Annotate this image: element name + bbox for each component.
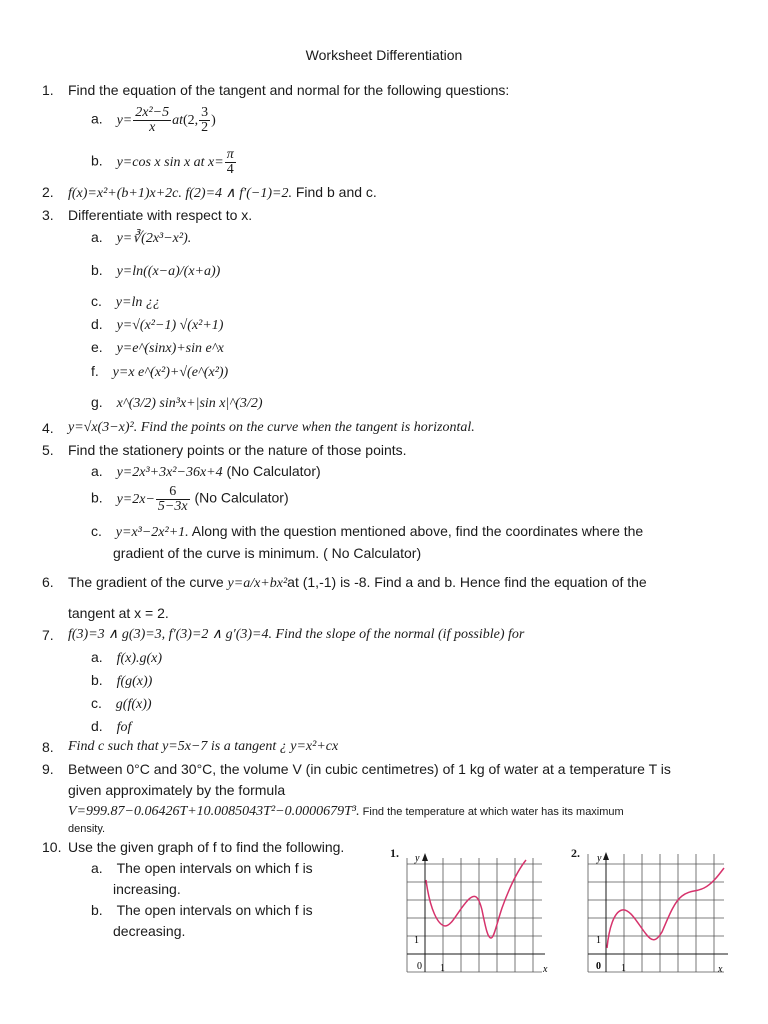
question-5c bbox=[91, 522, 643, 542]
question-7c bbox=[91, 694, 152, 714]
question-3b bbox=[91, 261, 220, 281]
item-label: g. bbox=[91, 394, 103, 410]
equation: f(x).g(x) bbox=[116, 651, 163, 666]
item-label: c. bbox=[91, 293, 102, 309]
equation: fof bbox=[116, 720, 132, 735]
question-text: Find the temperature at which water has its maximum bbox=[359, 806, 624, 818]
question-3e bbox=[91, 338, 224, 358]
equation: y=a/x+bx² bbox=[227, 576, 288, 591]
graph-1-y-label: y bbox=[415, 853, 420, 864]
question-9-line4 bbox=[68, 820, 105, 838]
equation: y=e^(sinx)+sin e^x bbox=[116, 341, 224, 356]
question-10a-continued bbox=[113, 880, 181, 898]
fraction-numerator: π bbox=[226, 147, 234, 162]
question-5a bbox=[91, 462, 321, 482]
graph-1-y-arrow bbox=[422, 853, 428, 861]
item-label: a. bbox=[91, 860, 103, 876]
question-number: 4. bbox=[42, 420, 54, 436]
question-text: Along with the question mentioned above, find the coordinates where the bbox=[188, 523, 644, 539]
item-label: d. bbox=[91, 316, 103, 332]
question-number: 9. bbox=[42, 761, 54, 777]
graph-2-y-arrow bbox=[603, 852, 609, 860]
item-label: b. bbox=[91, 489, 103, 506]
equation: y=√x(3−x)². Find the points on the curve when the tangent is horizontal. bbox=[68, 420, 475, 435]
item-label: b. bbox=[91, 152, 103, 169]
graph-1-label: 1. bbox=[390, 846, 399, 860]
fraction-numerator: 6 bbox=[156, 485, 190, 500]
graph-1 bbox=[400, 850, 550, 975]
equation-text: y=2x− bbox=[116, 491, 155, 507]
graph-2-label: 2. bbox=[571, 846, 580, 860]
fraction bbox=[225, 148, 236, 177]
equation-lhs: y= bbox=[116, 112, 133, 128]
fraction bbox=[156, 485, 190, 514]
item-label: f. bbox=[91, 363, 99, 379]
question-9-line2 bbox=[68, 781, 285, 799]
item-label: c. bbox=[91, 523, 102, 539]
fraction-denominator: x bbox=[149, 120, 156, 135]
question-number: 5. bbox=[42, 442, 54, 458]
point-close: ) bbox=[211, 112, 216, 128]
fraction-denominator: 5−3x bbox=[157, 499, 188, 514]
equation: y=ln((x−a)/(x+a)) bbox=[116, 264, 221, 279]
question-text: given approximately by the formula bbox=[68, 782, 286, 798]
question-text: Find the stationery points or the nature of those points. bbox=[68, 442, 407, 458]
equation-text: y=cos x sin x at x= bbox=[116, 154, 224, 170]
fraction-denominator: 4 bbox=[226, 162, 234, 177]
item-label: a. bbox=[91, 649, 103, 665]
graph-2-x-tick: 1 bbox=[621, 963, 626, 974]
question-7d bbox=[91, 717, 131, 737]
question-1a bbox=[91, 106, 216, 135]
question-3d bbox=[91, 315, 223, 335]
question-text: The open intervals on which f is bbox=[116, 860, 313, 876]
equation: y=∛(2x³−x²). bbox=[116, 231, 192, 246]
item-label: e. bbox=[91, 339, 103, 355]
question-text: Find the equation of the tangent and normal for the following questions: bbox=[68, 82, 510, 98]
equation: V=999.87−0.06426T+10.0085043T²−0.0000679T³. bbox=[68, 804, 360, 819]
item-label: b. bbox=[91, 262, 103, 278]
page-title: Worksheet Differentiation bbox=[305, 47, 463, 63]
fraction-denominator: 2 bbox=[201, 120, 209, 135]
note: (No Calculator) bbox=[190, 489, 289, 506]
question-7a bbox=[91, 648, 162, 668]
question-3g bbox=[91, 393, 262, 413]
question-content bbox=[68, 573, 647, 593]
equation: f(g(x)) bbox=[116, 674, 153, 689]
question-text: tangent at x = 2. bbox=[68, 605, 169, 621]
note: (No Calculator) bbox=[222, 463, 321, 479]
question-9-formula-line bbox=[68, 801, 624, 821]
graph-1-y-tick: 1 bbox=[414, 935, 419, 946]
question-6-continued bbox=[68, 604, 169, 622]
item-label: a. bbox=[91, 229, 103, 245]
item-label: b. bbox=[91, 902, 103, 918]
question-number: 3. bbox=[42, 207, 54, 223]
question-3c bbox=[91, 292, 160, 312]
question-text: Differentiate with respect to x. bbox=[68, 207, 253, 223]
question-content bbox=[68, 183, 377, 203]
graph-1-origin: 0 bbox=[417, 961, 422, 972]
question-5b bbox=[91, 485, 289, 514]
fraction-numerator: 3 bbox=[201, 105, 209, 120]
fraction-numerator: 2x²−5 bbox=[135, 105, 170, 120]
question-10a bbox=[91, 859, 313, 877]
equation: x^(3/2) sin³x+|sin x|^(3/2) bbox=[116, 396, 263, 411]
equation bbox=[116, 484, 191, 514]
point: (2, bbox=[183, 112, 199, 128]
question-text: decreasing. bbox=[113, 923, 186, 939]
question-7b bbox=[91, 671, 152, 691]
graph-1-axes bbox=[407, 856, 545, 972]
graph-2-x-label: x bbox=[718, 964, 723, 975]
graph-2-y-label: y bbox=[597, 853, 602, 864]
question-number: 1. bbox=[42, 82, 54, 98]
equation: Find c such that y=5x−7 is a tangent ¿ y=x²+cx bbox=[68, 739, 339, 754]
item-label: d. bbox=[91, 718, 103, 734]
fraction bbox=[199, 106, 210, 135]
question-number: 10. bbox=[42, 839, 62, 855]
graph-2-axes bbox=[588, 854, 728, 972]
question-number: 7. bbox=[42, 627, 54, 643]
question-text: Between 0°C and 30°C, the volume V (in cubic centimetres) of 1 kg of water at a temperature T is bbox=[68, 761, 671, 777]
question-text: increasing. bbox=[113, 881, 181, 897]
graph-1-x-tick: 1 bbox=[440, 963, 445, 974]
question-10b bbox=[91, 901, 313, 919]
question-number: 8. bbox=[42, 739, 54, 755]
item-label: a. bbox=[91, 110, 103, 127]
question-10b-continued bbox=[113, 922, 185, 940]
question-1b bbox=[91, 148, 237, 177]
equation: y=√(x²−1) √(x²+1) bbox=[116, 318, 224, 333]
question-text: The gradient of the curve bbox=[68, 574, 228, 590]
equation: g(f(x)) bbox=[115, 697, 152, 712]
question-5c-continued bbox=[113, 544, 421, 562]
graph-2-y-tick: 1 bbox=[596, 935, 601, 946]
question-number: 2. bbox=[42, 184, 54, 200]
question-text: Find b and c. bbox=[291, 184, 377, 200]
question-number: 6. bbox=[42, 574, 54, 590]
item-label: a. bbox=[91, 463, 103, 479]
equation: y=x³−2x²+1. bbox=[115, 525, 189, 540]
graph-1-x-label: x bbox=[543, 964, 548, 975]
item-label: b. bbox=[91, 672, 103, 688]
graph-1-grid bbox=[407, 858, 542, 972]
question-3a bbox=[91, 228, 191, 248]
question-text: Use the given graph of f to find the following. bbox=[68, 839, 345, 855]
equation: y=2x³+3x²−36x+4 bbox=[116, 465, 223, 480]
equation bbox=[116, 147, 237, 177]
graph-2-origin: 0 bbox=[596, 961, 601, 972]
graph-2 bbox=[584, 850, 734, 975]
fraction bbox=[133, 106, 171, 135]
equation: f(3)=3 ∧ g(3)=3, f′(3)=2 ∧ g′(3)=4. Find the slope of the normal (if possible) for bbox=[68, 627, 525, 642]
graph-1-curve bbox=[426, 860, 526, 938]
at-word: at bbox=[172, 112, 183, 128]
equation: y=ln ¿¿ bbox=[115, 295, 160, 310]
equation: y=x e^(x²)+√(e^(x²)) bbox=[112, 365, 229, 380]
question-text: density. bbox=[68, 823, 106, 835]
question-text: gradient of the curve is minimum. ( No Calculator) bbox=[113, 545, 422, 561]
equation bbox=[116, 105, 216, 135]
equation: f(x)=x²+(b+1)x+2c. f(2)=4 ∧ f′(−1)=2. bbox=[68, 186, 292, 201]
item-label: c. bbox=[91, 695, 102, 711]
question-3f bbox=[91, 362, 228, 382]
question-text: at (1,-1) is -8. Find a and b. Hence find the equation of the bbox=[287, 574, 647, 590]
question-text: The open intervals on which f is bbox=[116, 902, 313, 918]
